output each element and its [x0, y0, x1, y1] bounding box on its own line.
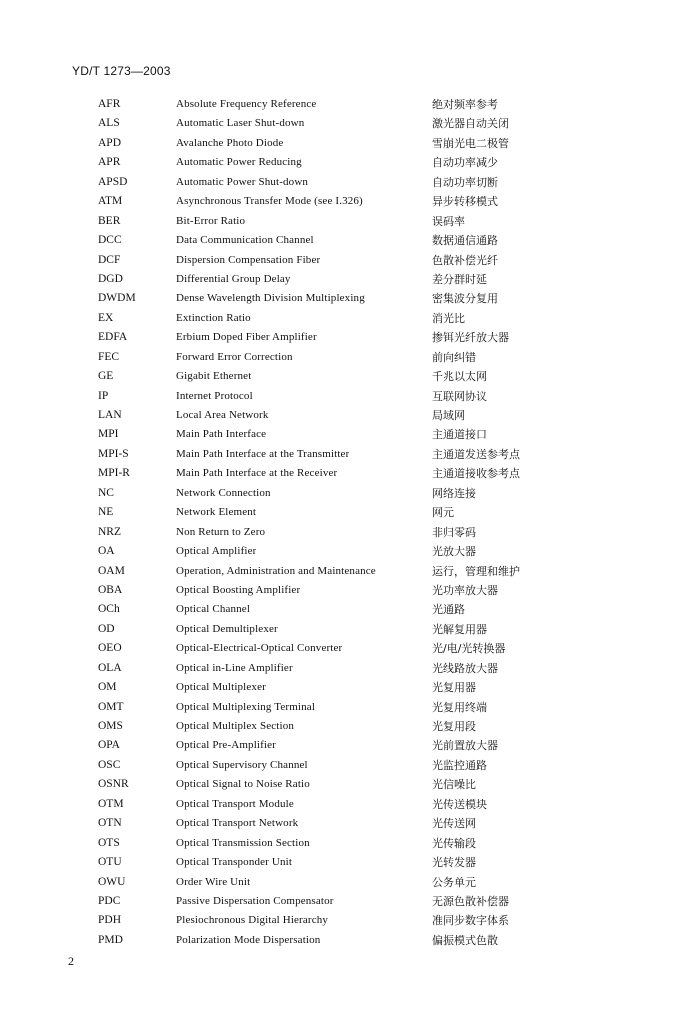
english-term: Optical Channel: [176, 603, 251, 616]
chinese-term: 千兆以太网: [432, 370, 487, 384]
abbreviation: OPA: [98, 739, 120, 752]
chinese-term: 光传输段: [432, 836, 476, 850]
abbreviation-table: [0, 95, 686, 950]
english-term: Non Return to Zero: [176, 525, 266, 538]
abbreviation: OWU: [98, 875, 126, 888]
abbreviation-row: [0, 289, 686, 308]
chinese-term: 自动功率减少: [432, 156, 498, 170]
chinese-term: 异步转移模式: [432, 195, 498, 209]
abbreviation: ATM: [98, 195, 123, 208]
abbreviation: MPI-R: [98, 467, 130, 480]
abbreviation-row: [0, 153, 686, 172]
abbreviation-row: [0, 698, 686, 717]
abbreviation-row: [0, 931, 686, 950]
document-id-header: YD/T 1273—2003: [72, 64, 171, 78]
english-term: Erbium Doped Fiber Amplifier: [176, 331, 317, 344]
abbreviation: FEC: [98, 350, 120, 363]
english-term: Optical Transport Module: [176, 797, 294, 810]
chinese-term: 运行，管理和维护: [432, 564, 520, 578]
chinese-term: 光前置放大器: [432, 739, 498, 753]
abbreviation: ALS: [98, 117, 120, 130]
abbreviation: OTU: [98, 856, 122, 869]
chinese-term: 色散补偿光纤: [432, 253, 498, 267]
abbreviation-row: [0, 173, 686, 192]
english-term: Optical Demultiplexer: [176, 622, 278, 635]
english-term: Automatic Power Shut-down: [176, 175, 309, 188]
abbreviation: EX: [98, 311, 114, 324]
abbreviation-row: [0, 348, 686, 367]
chinese-term: 光监控通路: [432, 758, 487, 772]
abbreviation-row: [0, 756, 686, 775]
english-term: Polarization Mode Dispersation: [176, 933, 321, 946]
abbreviation: DCF: [98, 253, 121, 266]
abbreviation-row: [0, 192, 686, 211]
english-term: Optical Multiplex Section: [176, 720, 295, 732]
abbreviation: OD: [98, 622, 115, 635]
english-term: Optical Multiplexing Terminal: [176, 700, 316, 713]
abbreviation: OLA: [98, 661, 122, 674]
english-term: Passive Dispersation Compensator: [176, 894, 334, 907]
abbreviation-row: [0, 911, 686, 930]
abbreviation: OMS: [98, 720, 123, 732]
abbreviation-row: [0, 367, 686, 386]
abbreviation-row: [0, 834, 686, 853]
chinese-term: 偏振模式色散: [432, 933, 498, 947]
chinese-term: 光解复用器: [432, 622, 487, 636]
chinese-term: 光线路放大器: [432, 661, 498, 675]
english-term: Order Wire Unit: [176, 875, 251, 888]
abbreviation-row: [0, 270, 686, 289]
chinese-term: 误码率: [432, 214, 465, 228]
page-number: 2: [68, 954, 74, 968]
english-term: Avalanche Photo Diode: [176, 136, 284, 149]
abbreviation: APSD: [98, 175, 128, 188]
abbreviation-row: [0, 873, 686, 892]
abbreviation-row: [0, 387, 686, 406]
english-term: Internet Protocol: [176, 389, 253, 402]
abbreviation-row: [0, 581, 686, 600]
chinese-term: 密集波分复用: [432, 292, 498, 306]
abbreviation: OTM: [98, 797, 124, 810]
chinese-term: 光复用终端: [432, 700, 487, 714]
english-term: Network Element: [176, 506, 257, 519]
english-term: Gigabit Ethernet: [176, 370, 252, 383]
chinese-term: 差分群时延: [432, 272, 487, 286]
chinese-term: 光通路: [432, 603, 465, 617]
english-term: Operation, Administration and Maintenance: [176, 564, 376, 577]
abbreviation-row: [0, 212, 686, 231]
abbreviation: APD: [98, 136, 122, 149]
english-term: Automatic Laser Shut-down: [176, 117, 305, 130]
chinese-term: 光放大器: [432, 545, 476, 559]
english-term: Extinction Ratio: [176, 311, 251, 324]
abbreviation: DCC: [98, 234, 122, 247]
abbreviation: OTN: [98, 817, 122, 830]
abbreviation: APR: [98, 156, 121, 169]
abbreviation-row: [0, 620, 686, 639]
abbreviation: OSC: [98, 758, 121, 771]
abbreviation-row: [0, 231, 686, 250]
english-term: Optical Transmission Section: [176, 836, 310, 849]
english-term: Absolute Frequency Reference: [176, 98, 317, 110]
abbreviation: OMT: [98, 700, 124, 713]
english-term: Optical Supervisory Channel: [176, 758, 308, 771]
chinese-term: 消光比: [432, 311, 465, 325]
abbreviation-row: [0, 562, 686, 581]
abbreviation-row: [0, 659, 686, 678]
chinese-term: 光转发器: [432, 856, 476, 870]
abbreviation: GE: [98, 370, 114, 383]
abbreviation-row: [0, 309, 686, 328]
abbreviation: OBA: [98, 583, 123, 596]
abbreviation: OTS: [98, 836, 120, 849]
abbreviation: OCh: [98, 603, 120, 616]
abbreviation: EDFA: [98, 331, 128, 344]
chinese-term: 雪崩光电二极管: [432, 136, 509, 150]
chinese-term: 光功率放大器: [432, 583, 498, 597]
english-term: Plesiochronous Digital Hierarchy: [176, 914, 329, 927]
abbreviation-row: [0, 114, 686, 133]
chinese-term: 数据通信通路: [432, 234, 498, 248]
abbreviation-row: [0, 134, 686, 153]
english-term: Forward Error Correction: [176, 350, 293, 363]
abbreviation: PMD: [98, 933, 123, 946]
english-term: Optical Signal to Noise Ratio: [176, 778, 310, 791]
english-term: Automatic Power Reducing: [176, 156, 302, 169]
abbreviation-row: [0, 678, 686, 697]
abbreviation: OAM: [98, 564, 125, 577]
abbreviation-row: [0, 251, 686, 270]
abbreviation-row: [0, 464, 686, 483]
english-term: Bit-Error Ratio: [176, 214, 246, 227]
english-term: Optical Multiplexer: [176, 681, 266, 694]
abbreviation-row: [0, 892, 686, 911]
abbreviation: AFR: [98, 98, 121, 110]
abbreviation: PDH: [98, 914, 122, 927]
english-term: Main Path Interface at the Receiver: [176, 467, 338, 480]
chinese-term: 局域网: [432, 409, 465, 422]
chinese-term: 绝对频率参考: [432, 98, 498, 111]
abbreviation-row: [0, 775, 686, 794]
abbreviation: DGD: [98, 272, 123, 285]
chinese-term: 主通道接口: [432, 428, 487, 442]
abbreviation: MPI-S: [98, 447, 129, 460]
abbreviation: NE: [98, 506, 114, 519]
english-term: Optical Pre-Amplifier: [176, 739, 276, 752]
chinese-term: 主通道接收参考点: [432, 467, 520, 481]
abbreviation-row: [0, 814, 686, 833]
abbreviation-row: [0, 95, 686, 114]
abbreviation-row: [0, 445, 686, 464]
abbreviation-row: [0, 600, 686, 619]
abbreviation-row: [0, 853, 686, 872]
chinese-term: 光信噪比: [432, 778, 476, 792]
english-term: Dense Wavelength Division Multiplexing: [176, 292, 365, 305]
chinese-term: 自动功率切断: [432, 175, 498, 189]
abbreviation: IP: [98, 389, 109, 402]
english-term: Optical Boosting Amplifier: [176, 583, 301, 596]
chinese-term: 激光器自动关闭: [432, 117, 509, 131]
chinese-term: 准同步数字体系: [432, 914, 509, 928]
abbreviation: BER: [98, 214, 121, 227]
abbreviation-row: [0, 503, 686, 522]
abbreviation-row: [0, 542, 686, 561]
abbreviation-row: [0, 406, 686, 425]
abbreviation: PDC: [98, 894, 121, 907]
english-term: Optical in-Line Amplifier: [176, 661, 293, 674]
abbreviation: NRZ: [98, 525, 121, 538]
chinese-term: 掺铒光纤放大器: [432, 331, 509, 345]
english-term: Optical Transport Network: [176, 817, 299, 830]
abbreviation: NC: [98, 486, 114, 499]
english-term: Main Path Interface at the Transmitter: [176, 447, 350, 460]
chinese-term: 主通道发送参考点: [432, 447, 520, 461]
chinese-term: 网络连接: [432, 486, 476, 500]
abbreviation: OSNR: [98, 778, 129, 791]
english-term: Local Area Network: [176, 409, 269, 421]
english-term: Optical-Electrical-Optical Converter: [176, 642, 343, 655]
chinese-term: 光传送网: [432, 817, 476, 831]
abbreviation-row: [0, 717, 686, 736]
english-term: Data Communication Channel: [176, 234, 314, 247]
chinese-term: 非归零码: [432, 525, 476, 539]
english-term: Dispersion Compensation Fiber: [176, 253, 321, 266]
chinese-term: 前向纠错: [432, 350, 476, 364]
abbreviation-row: [0, 523, 686, 542]
abbreviation: OA: [98, 545, 115, 558]
english-term: Main Path Interface: [176, 428, 267, 441]
english-term: Differential Group Delay: [176, 272, 291, 285]
chinese-term: 互联网协议: [432, 389, 487, 403]
abbreviation: MPI: [98, 428, 119, 441]
abbreviation: LAN: [98, 409, 122, 421]
english-term: Optical Amplifier: [176, 545, 257, 558]
chinese-term: 光复用器: [432, 681, 476, 695]
abbreviation-row: [0, 736, 686, 755]
abbreviation-row: [0, 328, 686, 347]
chinese-term: 光传送模块: [432, 797, 487, 811]
chinese-term: 网元: [432, 506, 454, 520]
abbreviation-row: [0, 425, 686, 444]
chinese-term: 公务单元: [432, 875, 476, 889]
chinese-term: 光/电/光转换器: [432, 642, 506, 656]
abbreviation: OEO: [98, 642, 122, 655]
abbreviation: OM: [98, 681, 117, 694]
abbreviation: DWDM: [98, 292, 136, 305]
chinese-term: 光复用段: [432, 720, 476, 733]
english-term: Optical Transponder Unit: [176, 856, 293, 869]
abbreviation-row: [0, 795, 686, 814]
abbreviation-row: [0, 484, 686, 503]
chinese-term: 无源色散补偿器: [432, 894, 509, 908]
english-term: Asynchronous Transfer Mode (see I.326): [176, 195, 363, 208]
english-term: Network Connection: [176, 486, 271, 499]
abbreviation-row: [0, 639, 686, 658]
